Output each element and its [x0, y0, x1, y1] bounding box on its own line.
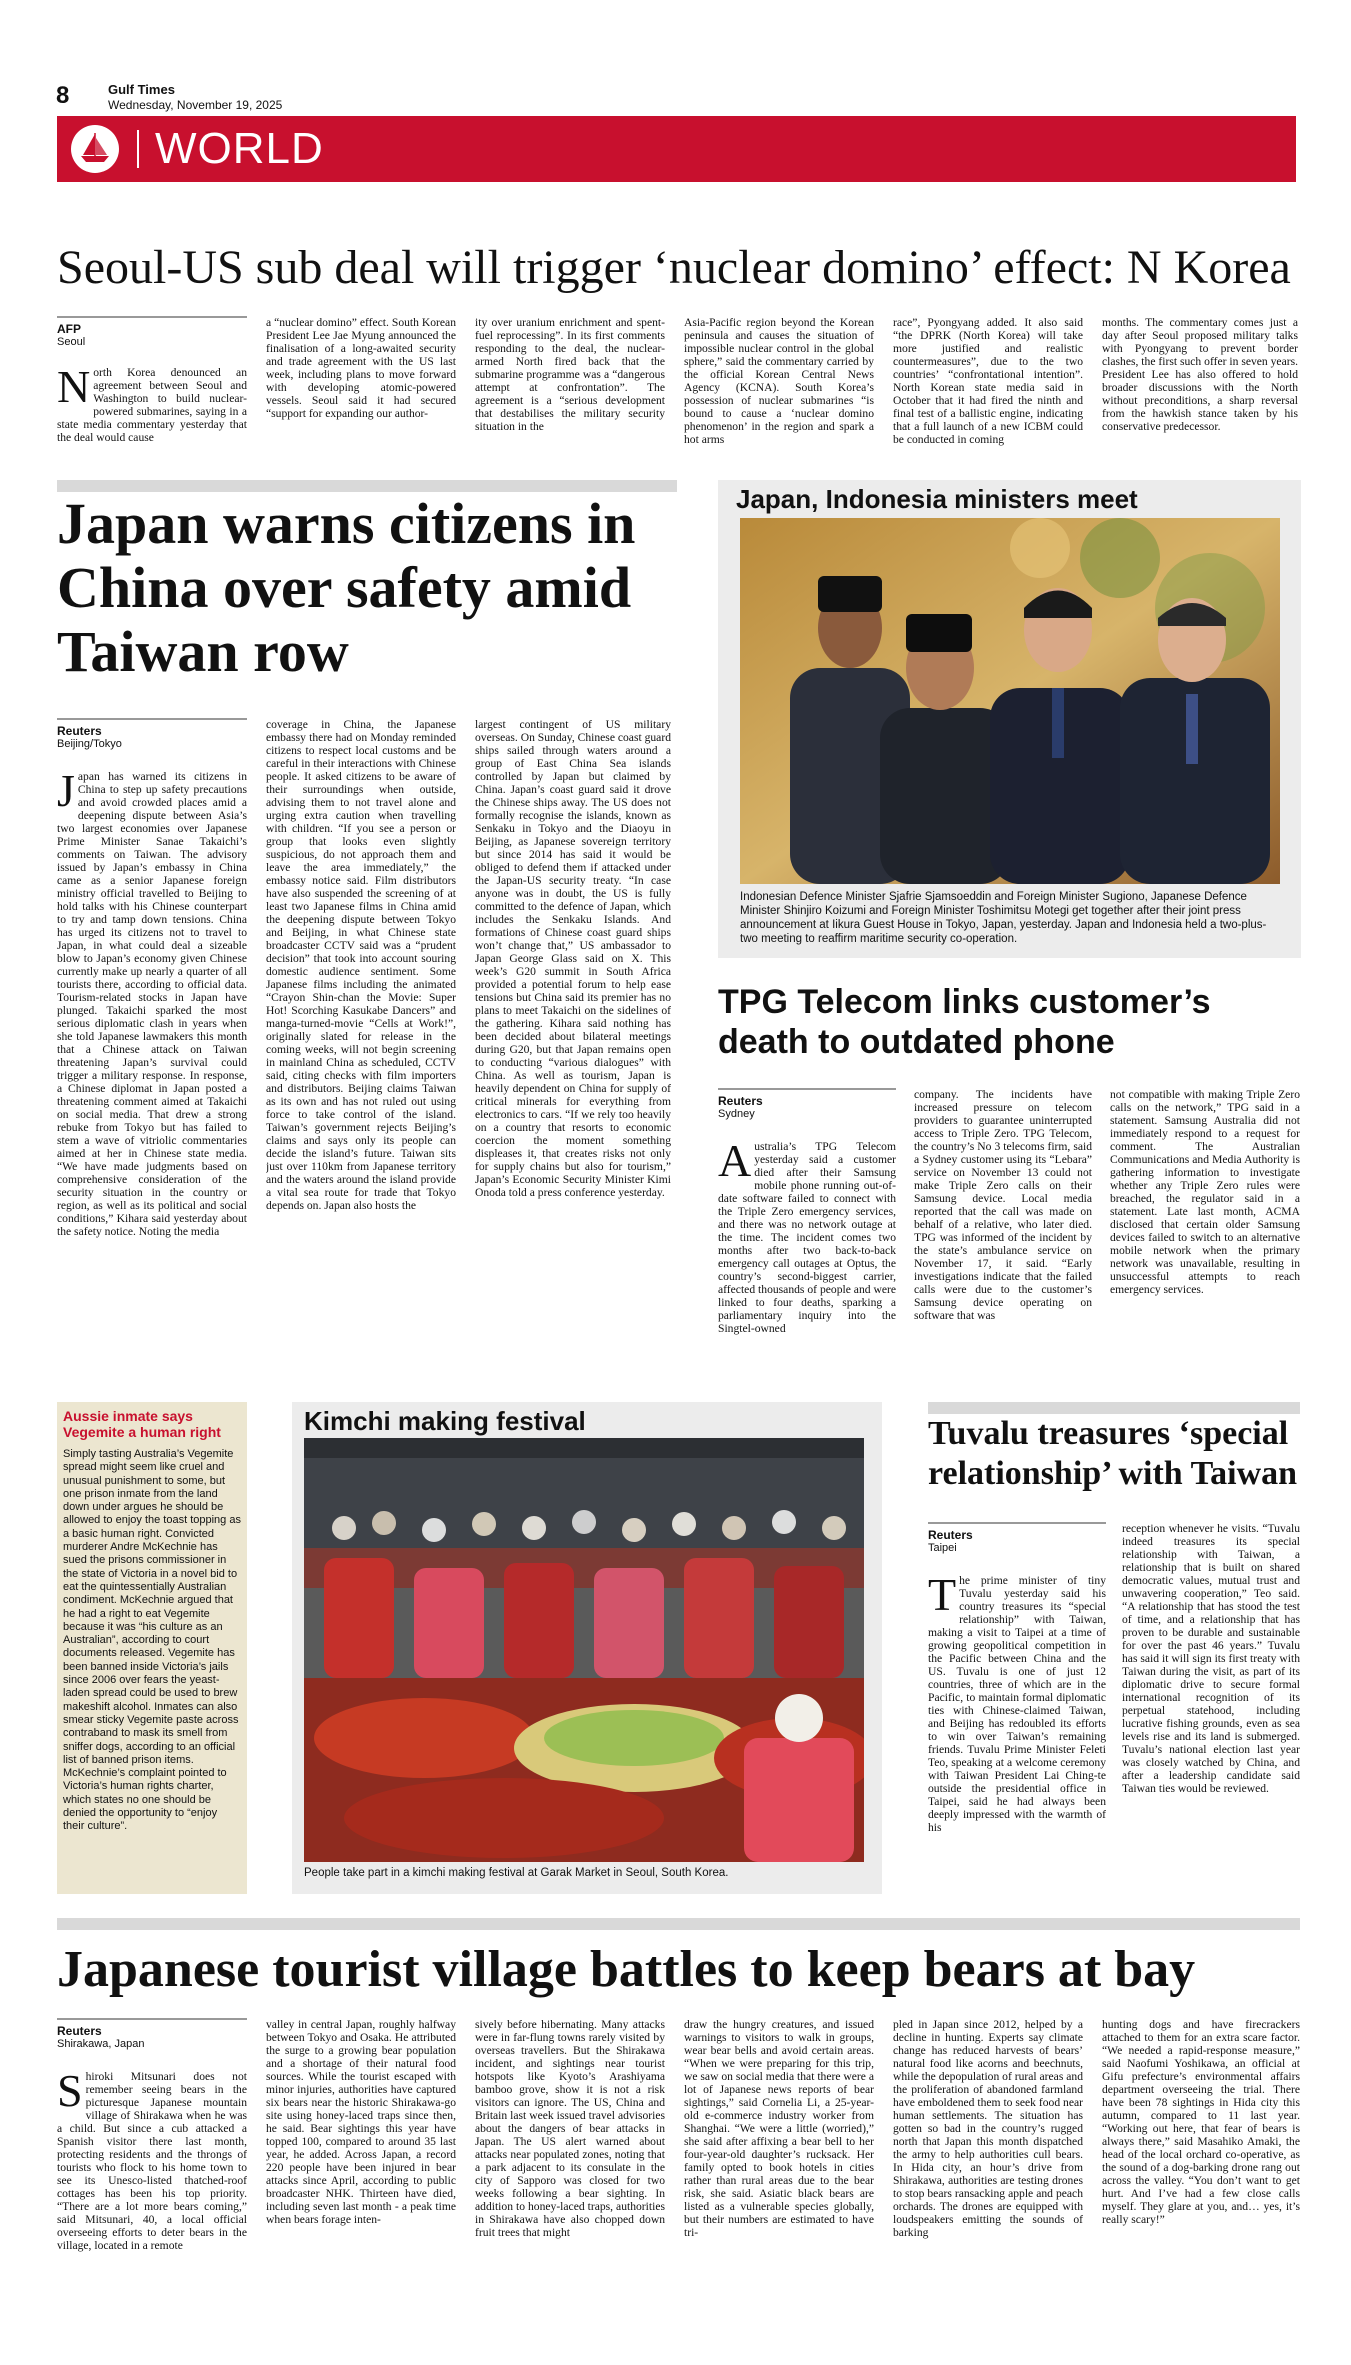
story1-drop-cap: N — [57, 366, 91, 412]
sidebar-headline: Aussie inmate says Vegemite a human right — [63, 1408, 221, 1440]
story3-byline: Reuters — [718, 1094, 763, 1108]
story6-column-4: draw the hungry creatures, and issued warnings to visitors to walk in groups, wear bear bells and avoid certain areas. “When we were preparing for this trip, we saw on social media that there were a lot of Japanese news reports of bear sightings,” said Cornelia Li, a 25-year-old e-commerce industry worker from Shanghai. “We were a little (worried),” she said after affixing a bear bell to her four-year-old daughter’s rucksack. Her family opted to book hotels in cities rather than rural areas due to the bear risk, she said. Asiatic black bears are listed as a vulnerable species globally, but their numbers are estimated to have tri- — [684, 2018, 874, 2239]
story2-drop-cap: J — [57, 770, 75, 816]
section-title: WORLD — [155, 124, 324, 173]
story5-column-1: The prime minister of tiny Tuvalu yesterday said his country treasures its “special relationship” with Taiwan, making a visit to Taipei at a time of growing geopolitical competition in the Pacific between China and the US. Tuvalu is one of just 12 countries, three of which are in the Pacific, to maintain formal diplomatic ties with Chinese-claimed Taiwan, and Beijing has redoubled its efforts to win over Taiwan’s remaining friends. Tuvalu Prime Minister Feleti Teo, speaking at a welcome ceremony with Taiwan President Lai Ching-te outside the presidential office in Taipei, said he had always been deeply impressed with the warmth of his — [928, 1574, 1106, 1834]
story2-byline: Reuters — [57, 724, 102, 738]
story1-byline-rule — [57, 316, 247, 318]
story2-column-2: coverage in China, the Japanese embassy there had on Monday reminded citizens to respect local customs and be careful in their interactions with Chinese people. It asked citizens to be aware of their surroundings when outside, advising them to not travel alone and urging extra caution when travelling with children. “If you see a person or group that looks even slightly suspicious, do not approach them and leave the area immediately,” the embassy notice said. Film distributors have also suspended the screening of at least two Japanese films in China amid the deepening dispute between Tokyo and Beijing, in what Chinese state broadcaster CCTV said was a “prudent decision” that took into account souring domestic audience sentiment. Some Japanese films including the animated “Crayon Shin-chan the Movie: Super Hot! Scorching Kasukabe Dancers” and manga-turned-movie “Cells at Work!”, originally slated for release in the coming weeks, will not begin screening in mainland China as scheduled, CCTV said, citing checks with film importers and distributors. Beijing claims Taiwan as its own and has not ruled out using force to take control of the island. Taiwan’s government rejects Beijing’s claims and says only its people can decide the island’s future. Taiwan sits just over 110km from Japanese territory and the waters around the island provide a vital sea route for trade that Tokyo depends on. Japan also hosts the — [266, 718, 456, 1212]
story5-dateline: Taipei — [928, 1542, 957, 1554]
banner-divider — [137, 130, 139, 168]
story1-column-2: a “nuclear domino” effect. South Korean President Lee Jae Myung announced the finalisation of a long-awaited security and trade agreement with the US last week, including plans to move forward with developing atomic-powered vessels. Seoul said it had secured “support for expanding our author- — [266, 316, 456, 420]
photo1-box — [718, 480, 1301, 958]
story6-column-2: valley in central Japan, roughly halfway between Tokyo and Osaka. He attributed the surge to a growing bear population and a shortage of their natural food sources. While the tourist escaped with minor injuries, authorities have captured six bears near the historic Shirakawa-go site using honey-laced traps since then, he said. Bear sightings this year have topped 100, compared to around 35 last year, he added. Across Japan, a record 220 people have been injured in bear attacks since April, according to public broadcaster NHK. Thirteen have died, including seven last month - a peak time when bears forage inten- — [266, 2018, 456, 2226]
story1-column-6: months. The commentary comes just a day after Seoul proposed military talks with Pyongyang to prevent border clashes, the first such offer in seven years. President Lee has also offered to hold broader discussions with the North without preconditions, a sharp reversal from the hawkish stance taken by his conservative predecessor. — [1102, 316, 1298, 433]
story6-column-5: pled in Japan since 2012, helped by a decline in hunting. Experts say climate change has reduced harvests of bears’ natural food like acorns and beechnuts, while the depopulation of rural areas and the proliferation of abandoned farmland have emboldened them to seek food near human settlements. The situation has gotten so bad in the country’s rugged north that Japan this month dispatched the army to help authorities cull bears. In Hida city, an hour’s drive from Shirakawa, authorities are testing drones to stop bears ransacking apple and peach orchards. The drones are equipped with loudspeakers emitting the sounds of barking — [893, 2018, 1083, 2239]
story3-drop-cap: A — [718, 1140, 752, 1186]
story1-byline: AFP — [57, 322, 81, 336]
story1-column-4: Asia-Pacific region beyond the Korean peninsula and causes the situation of impossible nuclear control in the global sphere,” said the commentary carried by the official Korean Central News Agency (KCNA). South Korea’s possession of nuclear submarines “is bound to cause a ‘nuclear domino phenomenon’ in the region and spark a hot arms — [684, 316, 874, 446]
photo1-image — [740, 518, 1280, 884]
photo1-title: Japan, Indonesia ministers meet — [736, 484, 1138, 514]
story6-dateline: Shirakawa, Japan — [57, 2038, 145, 2050]
story1-column-1: North Korea denounced an agreement between Seoul and Washington to build nuclear-powered submarines, saying in a state media commentary yesterday that the deal would cause — [57, 366, 247, 444]
photo2-caption: People take part in a kimchi making festival at Garak Market in Seoul, South Korea. — [304, 1867, 729, 1879]
photo2-title: Kimchi making festival — [304, 1406, 586, 1436]
photo1-caption: Indonesian Defence Minister Sjafrie Sjamsoeddin and Foreign Minister Sugiono, Japanese Defence Minister Shinjiro Koizumi and Foreign Minister Toshimitsu Motegi get together after their joint press announcement at Iikura Guest House in Tokyo, Japan, yesterday. Japan and Indonesia held a two-plus-two meeting to reaffirm maritime security co-operation. — [740, 891, 1267, 945]
photo2-box — [292, 1402, 882, 1894]
sidebar-body: Simply tasting Australia’s Vegemite spread might seem like cruel and unusual punishment to some, but one prison inmate from the land down under argues he should be allowed to enjoy the toast topping as a basic human right. Convicted murderer Andre McKechnie has sued the prisons commissioner in the state of Victoria in a novel bid to eat the quintessentially Australian condiment. McKechnie argued that he had a right to eat Vegemite because it was “his culture as an Australian”, according to court documents released. Vegemite has been banned inside Victoria’s jails since 2006 over fears the yeast-laden spread could be used to brew makeshift alcohol. Inmates can also smear sticky Vegemite paste across contraband to mask its smell from sniffer dogs, according to an official list of banned prison items. McKechnie’s complaint pointed to Victoria’s human rights charter, which states no one should be denied the opportunity to “enjoy their culture”. — [63, 1448, 241, 1833]
story6-byline-rule — [57, 2018, 247, 2020]
publication-date: Wednesday, November 19, 2025 — [108, 98, 283, 112]
story1-headline: Seoul-US sub deal will trigger ‘nuclear domino’ effect: N Korea — [57, 241, 1291, 294]
story6-column-3: sively before hibernating. Many attacks were in far-flung towns rarely visited by overseas travellers. But the Shirakawa incident, and sightings near tourist hotspots like Kyoto’s Arashiyama bamboo grove, show it is not a risk visitors can ignore. The US, China and Britain last week issued travel advisories about the dangers of bear attacks in Japan. The US alert warned about attacks near populated zones, noting that a park adjacent to its consulate in the city of Sapporo was closed for two weeks following a bear sighting. In addition to honey-laced traps, authorities in Shirakawa have also chopped down fruit trees that might — [475, 2018, 665, 2239]
sidebar-box — [57, 1402, 247, 1894]
story3-column-3: not compatible with making Triple Zero calls on the network,” TPG said in a statement. Samsung Australia did not immediately respond to a request for comment. The Australian Communications and Media Authority is gathering information to investigate whether any Triple Zero rules were breached, the regulator said in a statement. Late last month, ACMA disclosed that certain older Samsung devices failed to switch to an alternative mobile network when the primary network was unavailable, resulting in unsuccessful attempts to reach emergency services. — [1110, 1088, 1300, 1296]
story5-drop-cap: T — [928, 1574, 957, 1620]
story3-column-2: company. The incidents have increased pressure on telecom providers to guarantee uninterrupted access to Triple Zero. TPG Telecom, the country’s No 3 telecoms firm, said a Sydney customer using its “Lebara” service on November 13 could not make Triple Zero calls on their Samsung device. Local media reported that the call was made on behalf of a relative, who later died. TPG was informed of the incident by the state’s ambulance service on November 17, it said. “Early investigations indicate that the failed calls were due to the customer’s Samsung device operating on software that was — [914, 1088, 1092, 1322]
story5-byline-rule — [928, 1522, 1106, 1524]
story6-headline: Japanese tourist village battles to keep bears at bay — [57, 1941, 1196, 1998]
story6-column-1: Shiroki Mitsunari does not remember seeing bears in the picturesque Japanese mountain village of Shirakawa when he was a child. But since a cub attacked a Spanish visitor there last month, protecting residents and the throngs of tourists who flock to his home town to see its Unesco-listed thatched-roof cottages has been his top priority. “There are a lot more bears coming,” said Mitsunari, 40, a local official overseeing efforts to deter bears in the village, located in a remote — [57, 2070, 247, 2252]
dhow-boat-icon — [71, 125, 119, 173]
story6-top-bar — [57, 1918, 1300, 1930]
story5-byline: Reuters — [928, 1528, 973, 1542]
story5-column-2: reception whenever he visits. “Tuvalu indeed treasures its special relationship with Taiwan, a relationship that is built on shared democratic values, mutual trust and unwavering cooperation,” Teo said. “A relationship that has stood the test of time, and a relationship that has proven to be durable and sustainable for over the past 46 years.” Tuvalu has said it will sign its first treaty with Taiwan during the visit, as part of its diplomatic drive to secure formal international recognition of its perpetual statehood, including lucrative fishing grounds, even as sea levels rise and its land is submerged. Tuvalu’s national election last year was closely watched by China, and after a leadership candidate said Taiwan ties would be reviewed. — [1122, 1522, 1300, 1795]
story6-byline: Reuters — [57, 2024, 102, 2038]
photo2-image — [304, 1438, 864, 1862]
story6-drop-cap: S — [57, 2070, 83, 2116]
story6-column-6: hunting dogs and have firecrackers attached to them for an extra scare factor. “We needed a rapid-response measure,” said Naofumi Yoshikawa, an official at Gifu prefecture’s environmental affairs department overseeing the trial. There have been 78 sightings in Hida city this autumn, compared to 11 last year. “Working out here, that fear of bears is always there,” said Masahiko Amaki, the head of the local orchard co-operative, as the sound of a dog-barking drone rang out across the valley. “You don’t want to get hurt. And I’ve had a few close calls myself. They glare at you, and… yes, it’s really scary!” — [1102, 2018, 1300, 2226]
story1-column-3: ity over uranium enrichment and spent-fuel reprocessing”. In its first comments responding to the deal, the nuclear-armed North fired back that the submarine programme was a “dangerous attempt at confrontation”. The agreement is a “serious development that destabilises the military security situation in the — [475, 316, 665, 433]
section-banner — [57, 116, 1296, 182]
story3-dateline: Sydney — [718, 1108, 755, 1120]
story2-dateline: Beijing/Tokyo — [57, 738, 122, 750]
story2-byline-rule — [57, 718, 247, 720]
story2-headline: Japan warns citizens in China over safety amid Taiwan row — [57, 491, 636, 684]
publication-name: Gulf Times — [108, 82, 175, 97]
story2-column-1: Japan has warned its citizens in China to step up safety precautions and avoid crowded places amid a deepening dispute between Asia’s two largest economies over Japanese Prime Minister Sanae Takaichi’s comments on Taiwan. The advisory issued by Japan’s embassy in China came as a senior Japanese foreign ministry official travelled to Beijing to hold talks with his Chinese counterpart to try and tamp down tensions. China has urged its citizens not to travel to Japan, in what could deal a sizeable blow to Japan’s economy given Chinese currently make up nearly a quarter of all tourists there, according to official data. Tourism-related stocks in Japan have plunged. Takaichi sparked the most serious diplomatic clash in years when she told Japanese lawmakers this month that a Chinese attack on Taiwan threatening Japan’s survival could trigger a military response. In response, a Chinese diplomat in Japan posted a threatening comment aimed at Takaichi on social media. That drew a strong rebuke from Tokyo but has failed to stem a wave of vitriolic commentaries aimed at her in Chinese state media. “We have made judgments based on comprehensive consideration of the security situation in the country or region, as well as its political and social conditions,” Kihara said yesterday about the safety notice. Noting the media — [57, 770, 247, 1238]
story3-column-1: Australia’s TPG Telecom yesterday said a customer died after their Samsung mobile phone running out-of-date software failed to connect with the Triple Zero emergency services, and there was no network outage at the time. The incident comes two months after two back-to-back emergency call outages at Optus, the country’s second-biggest carrier, affected thousands of people and were linked to four deaths, sparking a parliamentary inquiry into the Singtel-owned — [718, 1140, 896, 1335]
story1-column-5: race”, Pyongyang added. It also said “the DPRK (North Korea) will take more justified and realistic countermeasures”, due to the two countries’ “confrontational intention”. North Korean state media said in October that it had fired the ninth and final test of a ballistic engine, indicating that a full launch of a new ICBM could be conducted in coming — [893, 316, 1083, 446]
story5-headline: Tuvalu treasures ‘special relationship’ with Taiwan — [928, 1415, 1298, 1492]
story3-headline: TPG Telecom links customer’s death to outdated phone — [718, 983, 1211, 1061]
story2-column-3: largest contingent of US military overseas. On Sunday, Chinese coast guard ships sailed through waters around a group of East China Sea islands controlled by Japan but claimed by China. Japan’s coast guard said it drove the Chinese ships away. The US does not formally recognise the islands, known as Senkaku in Tokyo and the Diaoyu in Beijing, as Japanese sovereign territory but since 2014 has said it would be obliged to defend them if attacked under the Japan-US security treaty. “In case anyone was in doubt, the US is fully committed to the defence of Japan, which includes the Senkaku Islands. And formations of Chinese coast guard ships won’t change that,” US ambassador to Japan George Glass said on X. This week’s G20 summit in South Africa provided a potential forum to help ease tensions but China said its premier has no plans to meet Takaichi on the sidelines of the gathering. Kihara said nothing has been decided about bilateral meetings during G20, but that Japan remains open to conducting “various dialogues” with China. As well as tourism, Japan is heavily dependent on China for supply of critical minerals for everything from electronics to cars. “If we rely too heavily on a country that resorts to economic coercion the moment something displeases it, that creates risks not only for supply chains but also for tourism,” Japan’s Economic Security Minister Kimi Onoda told a press conference yesterday. — [475, 718, 671, 1199]
story1-dateline: Seoul — [57, 336, 86, 348]
story3-byline-rule — [718, 1088, 896, 1090]
page-number: 8 — [56, 82, 70, 109]
story5-top-bar — [928, 1402, 1300, 1414]
